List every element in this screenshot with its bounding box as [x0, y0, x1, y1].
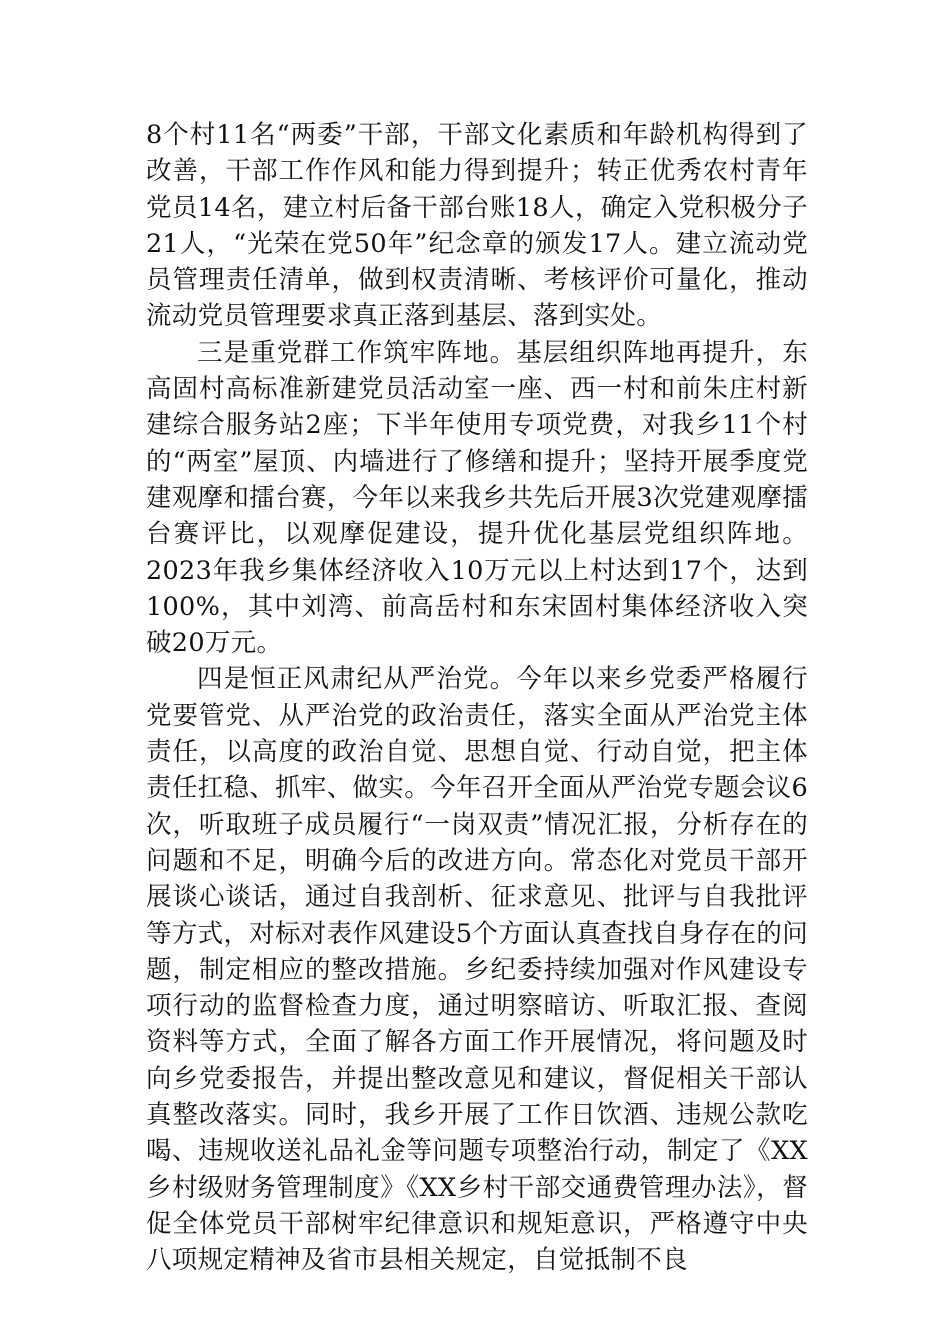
paragraph-three: 三是重党群工作筑牢阵地。基层组织阵地再提升，东高固村高标准新建党员活动室一座、西一村和前朱庄村新建综合服务站2座；下半年使用专项党费，对我乡11个村的“两室”屋顶、内墙进行了修缮和提升；坚持开展季度党建观摩和擂台赛，今年以来我乡共先后开展3次党建观摩擂台赛评比，以观摩促建设，提升优化基层党组织阵地。2023年我乡集体经济收入10万元以上村达到17个，达到100%，其中刘湾、前高岳村和东宋固村集体经济收入突破20万元。 [146, 337, 808, 659]
paragraph-four: 四是恒正风肃纪从严治党。今年以来乡党委严格履行党要管党、从严治党的政治责任，落实全面从严治党主体责任，以高度的政治自觉、思想自觉、行动自觉，把主体责任扛稳、抓牢、做实。今年召开全面从严治党专题会议6次，听取班子成员履行“一岗双责”情况汇报，分析存在的问题和不足，明确今后的改进方向。常态化对党员干部开展谈心谈话，通过自我剖析、征求意见、批评与自我批评等方式，对标对表作风建设5个方面认真查找自身存在的问题，制定相应的整改措施。乡纪委持续加强对作风建设专项行动的监督检查力度，通过明察暗访、听取汇报、查阅资料等方式，全面了解各方面工作开展情况，将问题及时向乡党委报告，并提出整改意见和建议，督促相关干部认真整改落实。同时，我乡开展了工作日饮酒、违规公款吃喝、违规收送礼品礼金等问题专项整治行动，制定了《XX乡村级财务管理制度》《XX乡村干部交通费管理办法》，督促全体党员干部树牢纪律意识和规矩意识，严格遵守中央八项规定精神及省市县相关规定，自觉抵制不良 [146, 664, 808, 1276]
document-body [146, 117, 808, 1279]
paragraph-continuation: 8个村11名“两委”干部，干部文化素质和年龄机构得到了改善，干部工作作风和能力得到提升；转正优秀农村青年党员14名，建立村后备干部台账18人，确定入党积极分子21人，“光荣在党50年”纪念章的颁发17人。建立流动党员管理责任清单，做到权责清晰、考核评价可量化，推动流动党员管理要求真正落到基层、落到实处。 [146, 120, 808, 332]
